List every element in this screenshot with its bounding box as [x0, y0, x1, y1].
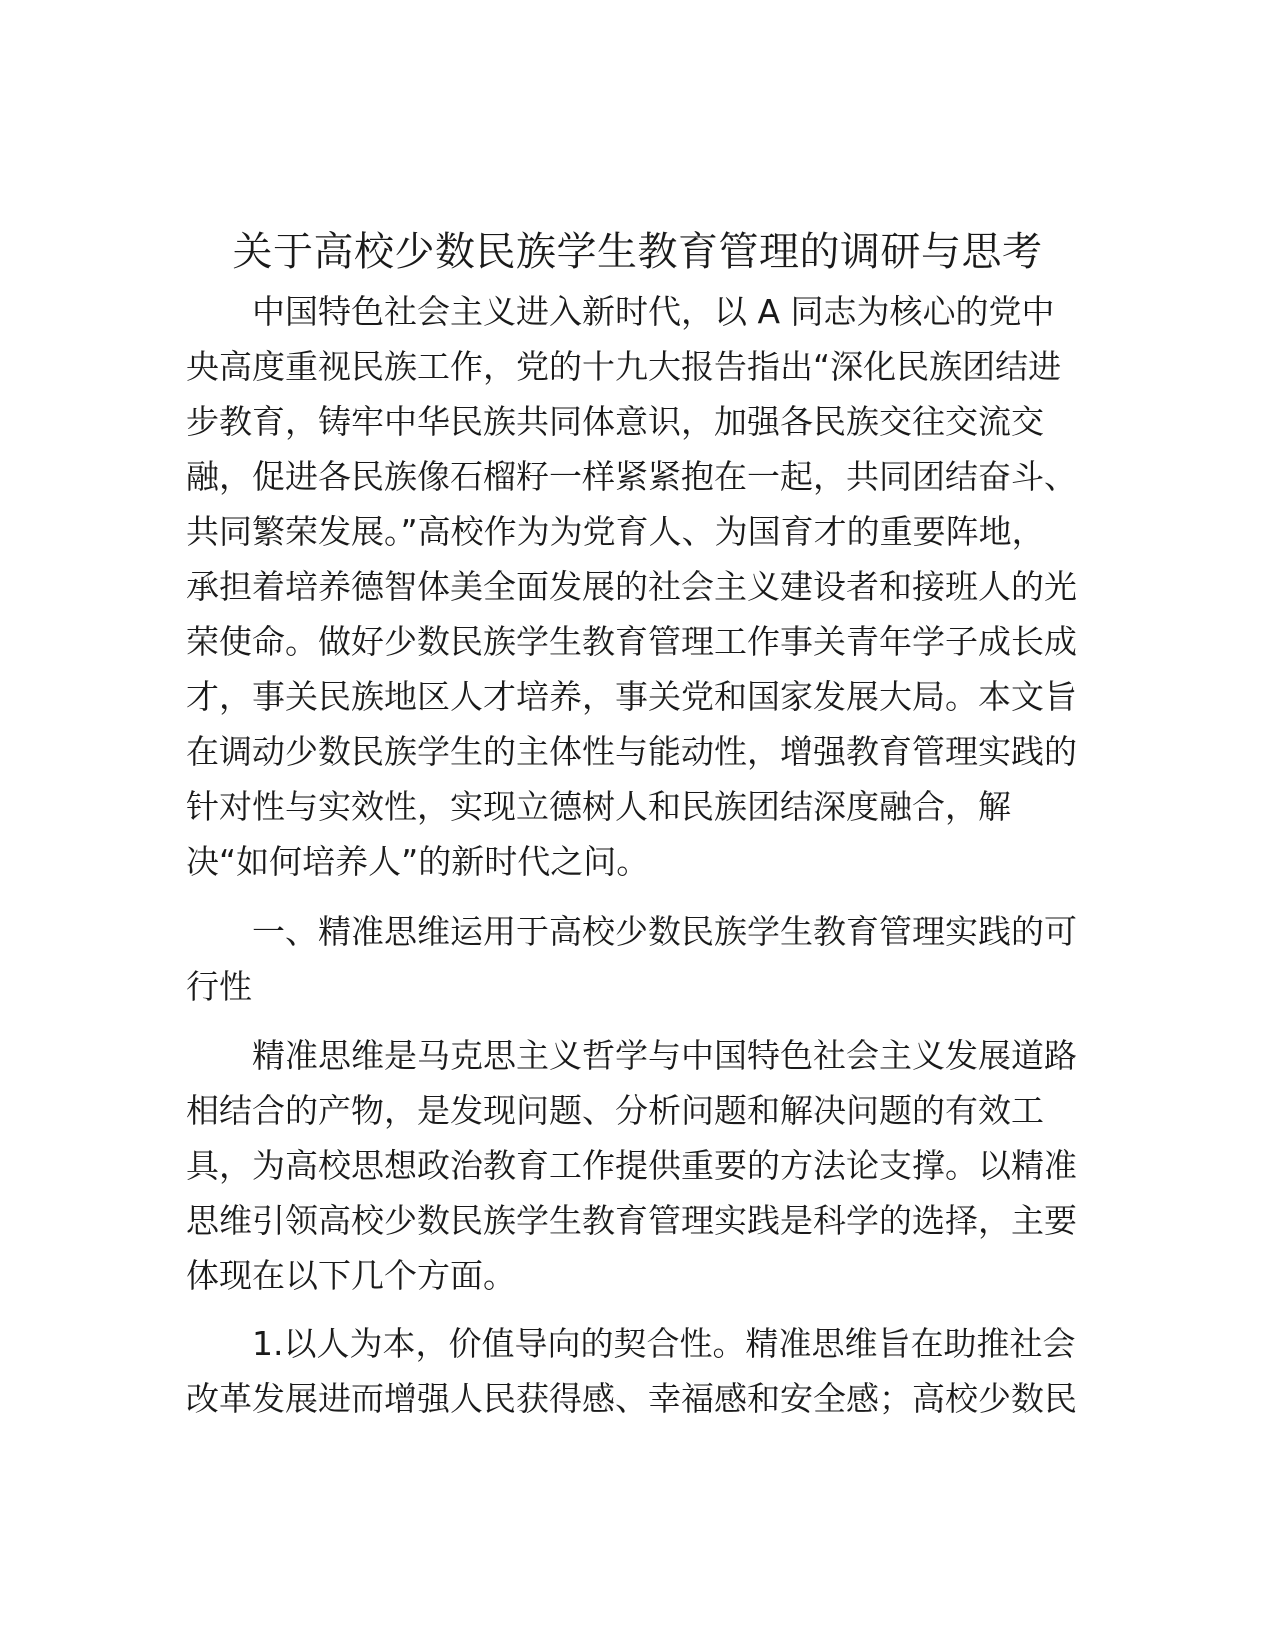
text-line: 1.以人为本，价值导向的契合性。精准思维旨在助推社会	[186, 1324, 1076, 1363]
text-line: 共同繁荣发展。”高校作为为党育人、为国育才的重要阵地，	[186, 512, 1045, 551]
text-line: 央高度重视民族工作，党的十九大报告指出“深化民族团结进	[186, 347, 1062, 386]
text-line: 才，事关民族地区人才培养，事关党和国家发展大局。本文旨	[186, 677, 1077, 716]
text-line: 中国特色社会主义进入新时代，以 A 同志为核心的党中	[186, 292, 1055, 331]
text-line: 具，为高校思想政治教育工作提供重要的方法论支撑。以精准	[186, 1146, 1077, 1185]
document-title: 关于高校少数民族学生教育管理的调研与思考	[232, 229, 1043, 275]
text-line: 在调动少数民族学生的主体性与能动性，增强教育管理实践的	[186, 732, 1077, 771]
text-line: 融，促进各民族像石榴籽一样紧紧抱在一起，共同团结奋斗、	[186, 457, 1077, 496]
text-line: 决“如何培养人”的新时代之问。	[186, 842, 650, 881]
text-line: 改革发展进而增强人民获得感、幸福感和安全感；高校少数民	[186, 1379, 1077, 1418]
text-line: 思维引领高校少数民族学生教育管理实践是科学的选择，主要	[186, 1201, 1077, 1240]
section-heading-line: 行性	[186, 967, 252, 1006]
text-line: 荣使命。做好少数民族学生教育管理工作事关青年学子成长成	[186, 622, 1077, 661]
text-line: 精准思维是马克思主义哲学与中国特色社会主义发展道路	[186, 1036, 1077, 1075]
text-line: 相结合的产物，是发现问题、分析问题和解决问题的有效工	[186, 1091, 1044, 1130]
text-line: 针对性与实效性，实现立德树人和民族团结深度融合，解	[186, 787, 1011, 826]
section-heading-line: 一、精准思维运用于高校少数民族学生教育管理实践的可	[186, 912, 1077, 951]
text-line: 步教育，铸牢中华民族共同体意识，加强各民族交往交流交	[186, 402, 1044, 441]
text-line: 体现在以下几个方面。	[186, 1256, 516, 1295]
text-line: 承担着培养德智体美全面发展的社会主义建设者和接班人的光	[186, 567, 1077, 606]
